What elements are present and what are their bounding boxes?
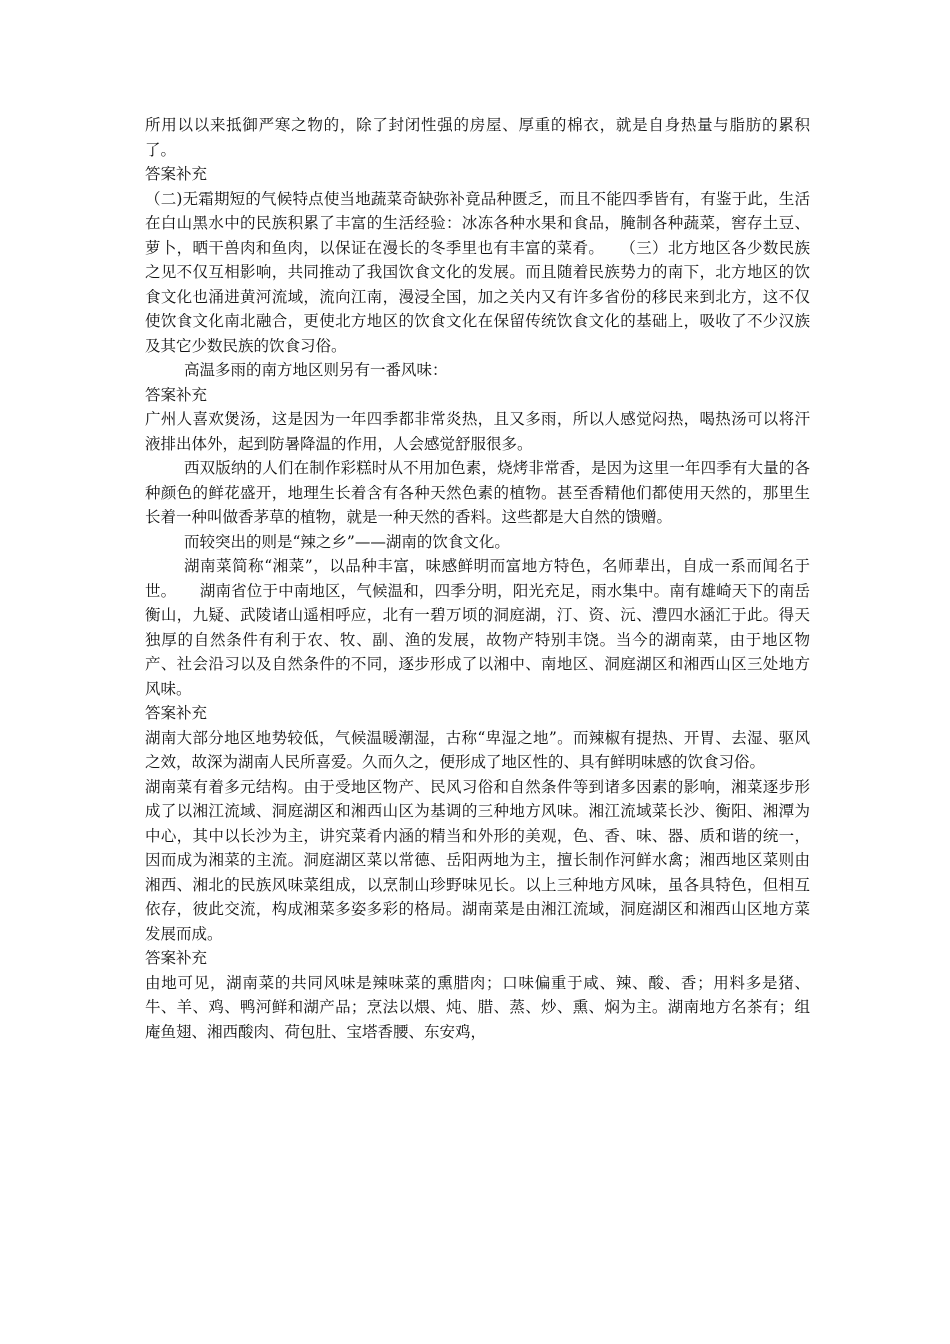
paragraph-cold-defense: 所用以以来抵御严寒之物的，除了封闭性强的房屋、厚重的棉衣，就是自身热量与脂肪的累积了。 <box>145 116 810 159</box>
paragraph-xishuangbanna: 西双版纳的人们在制作彩糕时从不用加色素，烧烤非常香，是因为这里一年四季有大量的各种颜色的鲜花盛开，地理生长着含有各种天然色素的植物。甚至香精他们都使用天然的，那里生长着一种叫做香茅草的植物，就是一种天然的香料。这些都是大自然的馈赠。 <box>145 459 810 526</box>
answer-supplement-label: 答案补充 <box>145 165 208 183</box>
paragraph-hunan-intro: 而较突出的则是“辣之乡”——湖南的饮食文化。 <box>184 532 510 551</box>
paragraph-guangzhou-soup: 广州人喜欢煲汤，这是因为一年四季都非常炎热，且又多雨，所以人感觉闷热，喝热汤可以将汗液排出体外，起到防暑降温的作用，人会感觉舒服很多。 <box>145 410 810 453</box>
paragraph-hunan-cuisine: 湖南菜简称“湘菜”，以品种丰富，味感鲜明而富地方特色，名师辈出，自成一系而闻名于世。 湖南省位于中南地区，气候温和，四季分明，阳光充足，雨水集中。南有雄崎天下的南岳衡山，九疑、武陵诸山遥相呼应，北有一碧万顷的洞庭湖，汀、资、沅、澧四水涵汇于此。得天独厚的自然条件有利于农、牧、副、渔的发展，故物产特别丰饶。当今的湖南菜，由于地区物产、社会沿习以及自然条件的不同，逐步形成了以湘中、南地区、洞庭湖区和湘西山区三处地方风味。 <box>145 557 810 698</box>
paragraph-hunan-flavor: 由地可见，湖南菜的共同风味是辣味菜的熏腊肉；口味偏重于咸、辣、酸、香；用料多是猪、牛、羊、鸡、鸭河鲜和湖产品；烹法以煨、炖、腊、蒸、炒、熏、焖为主。湖南地方名茶有；组庵鱼翅、湘西酸肉、荷包肚、宝塔香腰、东安鸡， <box>145 973 810 1041</box>
answer-supplement-label: 答案补充 <box>145 949 208 967</box>
answer-supplement-label: 答案补充 <box>145 385 208 404</box>
document-body <box>145 113 810 1044</box>
paragraph-hunan-structure: 湖南菜有着多元结构。由于受地区物产、民风习俗和自然条件等到诸多因素的影响，湘菜逐步形成了以湘江流域、洞庭湖区和湘西山区为基调的三种地方风味。湘江流域菜长沙、衡阳、湘潭为中心，其中以长沙为主，讲究菜肴内涵的精当和外形的美观，色、香、味、器、质和谐的统一，因而成为湘菜的主流。洞庭湖区菜以常德、岳阳两地为主，擅长制作河鲜水禽；湘西地区菜则由湘西、湘北的民族风味菜组成，以烹制山珍野味见长。以上三种地方风味，虽各具特色，但相互依存，彼此交流，构成湘菜多姿多彩的格局。湖南菜是由湘江流域，洞庭湖区和湘西山区地方菜发展而成。 <box>145 777 810 943</box>
paragraph-hunan-climate: 湖南大部分地区地势较低，气候温暖潮湿，古称“卑湿之地”。而辣椒有提热、开胃、去湿、驱风之效，故深为湖南人民所喜爱。久而久之，便形成了地区性的、具有鲜明味感的饮食习俗。 <box>145 728 810 771</box>
answer-supplement-label: 答案补充 <box>145 704 208 722</box>
paragraph-south-intro: 高温多雨的南方地区则另有一番风味： <box>184 361 448 379</box>
paragraph-north-food-culture: （二)无霜期短的气候特点使当地蔬菜奇缺弥补竟品种匮乏，而且不能四季皆有，有鉴于此，生活在白山黑水中的民族积累了丰富的生活经验：冰冻各种水果和食品，腌制各种蔬菜，窖存土豆、萝卜，晒干兽肉和鱼肉，以保证在漫长的冬季里也有丰富的菜肴。 （三）北方地区各少数民族之见不仅互相影响，共同推动了我国饮食文化的发展。而且随着民族势力的南下，北方地区的饮食文化也涌进黄河流域，流向江南，漫浸全国，加之关内又有许多省份的移民来到北方，这不仅使饮食文化南北融合，更使北方地区的饮食文化在保留传统饮食文化的基础上，吸收了不少汉族及其它少数民族的饮食习俗。 <box>145 189 810 355</box>
